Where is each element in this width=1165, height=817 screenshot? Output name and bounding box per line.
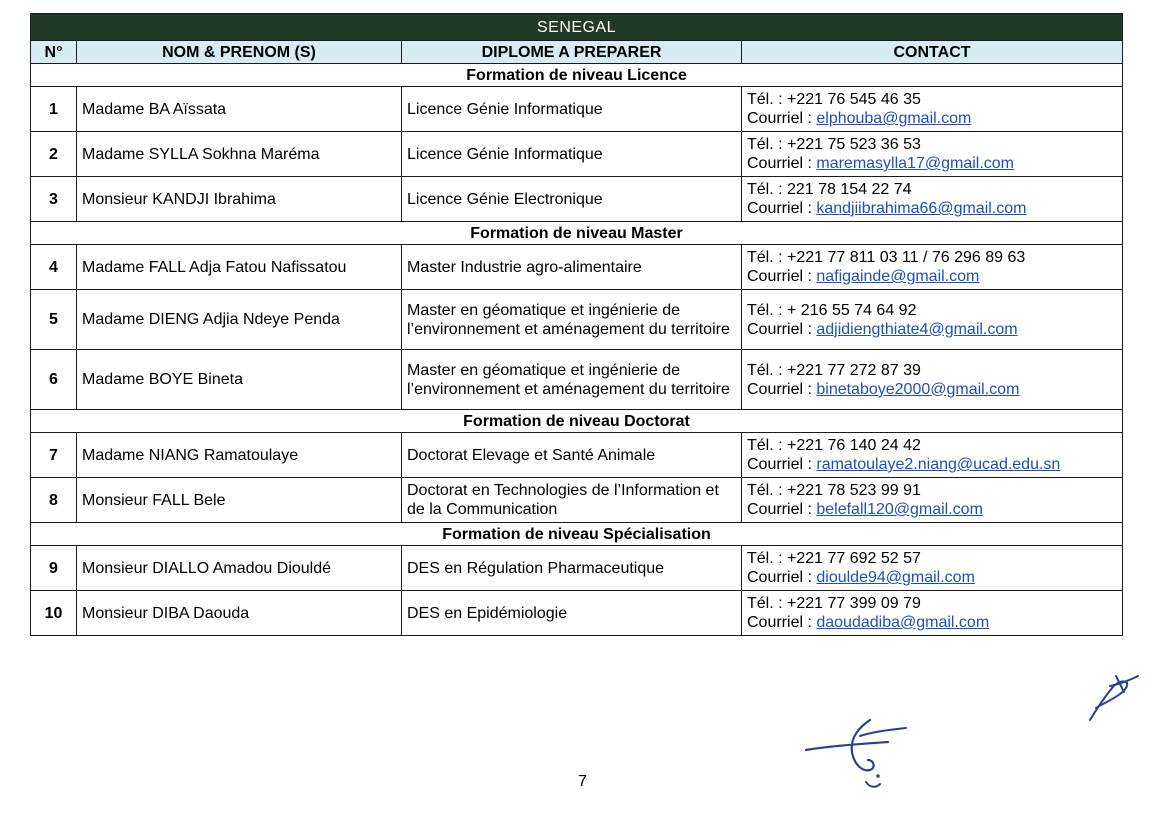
row-number: 5: [31, 290, 77, 350]
student-name: Madame SYLLA Sokhna Maréma: [77, 132, 402, 177]
table-row: [31, 290, 1123, 350]
contact-cell: [742, 350, 1123, 410]
phone-text: Tél. : +221 77 811 03 11 / 76 296 89 63: [747, 249, 1026, 266]
email-link[interactable]: maremasylla17@gmail.com: [816, 155, 1014, 172]
email-label: Courriel :: [747, 110, 817, 127]
diploma-cell: DES en Epidémiologie: [402, 591, 742, 636]
contact-cell: [742, 546, 1123, 591]
phone-text: Tél. : +221 77 272 87 39: [747, 361, 921, 379]
contact-cell: [742, 87, 1123, 132]
phone-text: Tél. : + 216 55 74 64 92: [747, 301, 917, 319]
contact-cell: [742, 591, 1123, 636]
section-title-specialisation: Formation de niveau Spécialisation: [31, 523, 1123, 546]
row-number: 3: [31, 177, 77, 222]
header-diploma: DIPLOME A PREPARER: [402, 41, 742, 64]
diploma-cell: DES en Régulation Pharmaceutique: [402, 546, 742, 591]
email-label: Courriel :: [747, 380, 817, 398]
email-link[interactable]: daoudadiba@gmail.com: [816, 614, 990, 631]
email-link[interactable]: binetaboye2000@gmail.com: [816, 380, 1020, 398]
contact-cell: [742, 290, 1123, 350]
student-name: Madame BA Aïssata: [77, 87, 402, 132]
section-row-doctorat: [31, 410, 1123, 433]
phone-text: Tél. : +221 77 399 09 79: [747, 595, 921, 612]
phone-text: Tél. : +221 75 523 36 53: [747, 136, 921, 153]
contact-cell: [742, 132, 1123, 177]
student-name: Madame DIENG Adjia Ndeye Penda: [77, 290, 402, 350]
email-label: Courriel :: [747, 501, 817, 518]
table-row: [31, 245, 1123, 290]
phone-text: Tél. : +221 78 523 99 91: [747, 482, 921, 499]
phone-text: Tél. : +221 77 692 52 57: [747, 550, 921, 567]
row-number: 6: [31, 350, 77, 410]
section-title-master: Formation de niveau Master: [31, 222, 1123, 245]
diploma-cell: Master en géomatique et ingénierie de l’environnement et aménagement du territoire: [402, 290, 742, 350]
diploma-cell: Licence Génie Informatique: [402, 132, 742, 177]
diploma-cell: Master en géomatique et ingénierie de l’environnement et aménagement du territoire: [402, 350, 742, 410]
student-name: Monsieur FALL Bele: [77, 478, 402, 523]
table-row: [31, 546, 1123, 591]
table-row: [31, 87, 1123, 132]
row-number: 10: [31, 591, 77, 636]
email-link[interactable]: dioulde94@gmail.com: [816, 569, 975, 586]
student-name: Madame NIANG Ramatoulaye: [77, 433, 402, 478]
email-label: Courriel :: [747, 456, 817, 473]
diploma-cell: Master Industrie agro-alimentaire: [402, 245, 742, 290]
table-row: [31, 350, 1123, 410]
diploma-cell: Licence Génie Electronique: [402, 177, 742, 222]
row-number: 9: [31, 546, 77, 591]
email-link[interactable]: kandjiibrahima66@gmail.com: [816, 200, 1027, 217]
row-number: 1: [31, 87, 77, 132]
country-header-row: [31, 14, 1123, 41]
phone-text: Tél. : 221 78 154 22 74: [747, 181, 912, 198]
phone-text: Tél. : +221 76 140 24 42: [747, 437, 921, 454]
row-number: 8: [31, 478, 77, 523]
email-label: Courriel :: [747, 320, 817, 338]
email-label: Courriel :: [747, 268, 817, 285]
header-name: NOM & PRENOM (S): [77, 41, 402, 64]
table-row: [31, 132, 1123, 177]
students-table: [30, 13, 1123, 636]
student-name: Monsieur KANDJI Ibrahima: [77, 177, 402, 222]
diploma-cell: Doctorat en Technologies de l’Information et de la Communication: [402, 478, 742, 523]
email-link[interactable]: adjidiengthiate4@gmail.com: [816, 320, 1018, 338]
table-row: [31, 177, 1123, 222]
email-label: Courriel :: [747, 155, 817, 172]
contact-cell: [742, 245, 1123, 290]
contact-cell: [742, 478, 1123, 523]
row-number: 7: [31, 433, 77, 478]
email-link[interactable]: elphouba@gmail.com: [816, 110, 972, 127]
header-contact: CONTACT: [742, 41, 1123, 64]
diploma-cell: Doctorat Elevage et Santé Animale: [402, 433, 742, 478]
email-label: Courriel :: [747, 614, 817, 631]
email-link[interactable]: nafigainde@gmail.com: [816, 268, 980, 285]
table-row: [31, 433, 1123, 478]
section-title-licence: Formation de niveau Licence: [31, 64, 1123, 87]
column-header-row: [31, 41, 1123, 64]
initials-signature: [1082, 670, 1142, 730]
section-row-licence: [31, 64, 1123, 87]
table-row: [31, 591, 1123, 636]
row-number: 4: [31, 245, 77, 290]
page-number: 7: [578, 773, 587, 790]
header-num: N°: [31, 41, 77, 64]
student-name: Monsieur DIALLO Amadou Diouldé: [77, 546, 402, 591]
student-name: Monsieur DIBA Daouda: [77, 591, 402, 636]
section-row-specialisation: [31, 523, 1123, 546]
email-link[interactable]: ramatoulaye2.niang@ucad.edu.sn: [816, 456, 1061, 473]
diploma-cell: Licence Génie Informatique: [402, 87, 742, 132]
section-row-master: [31, 222, 1123, 245]
contact-cell: [742, 177, 1123, 222]
contact-cell: [742, 433, 1123, 478]
student-name: Madame FALL Adja Fatou Nafissatou: [77, 245, 402, 290]
email-label: Courriel :: [747, 200, 817, 217]
email-label: Courriel :: [747, 569, 817, 586]
student-name: Madame BOYE Bineta: [77, 350, 402, 410]
row-number: 2: [31, 132, 77, 177]
section-title-doctorat: Formation de niveau Doctorat: [31, 410, 1123, 433]
email-link[interactable]: belefall120@gmail.com: [816, 501, 983, 518]
table-row: [31, 478, 1123, 523]
country-title: SENEGAL: [31, 14, 1123, 41]
phone-text: Tél. : +221 76 545 46 35: [747, 91, 921, 108]
